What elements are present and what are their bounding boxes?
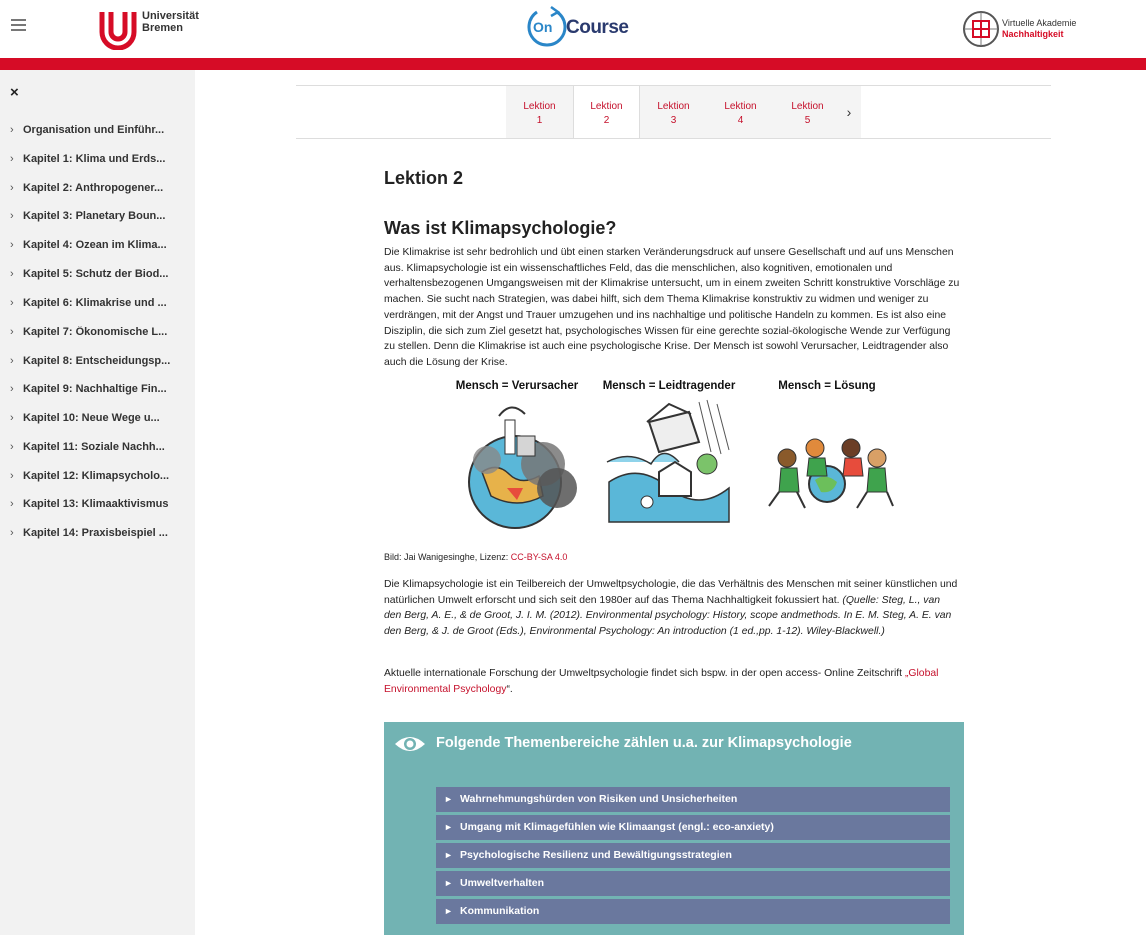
chevron-right-icon: › <box>10 326 14 338</box>
tab-number: 5 <box>804 115 811 126</box>
virtuelle-akademie-logo[interactable] <box>962 4 1092 54</box>
chevron-right-icon: › <box>10 239 14 251</box>
tab-label: Lektion <box>657 101 690 112</box>
figure-caption-cause: Mensch = Verursacher <box>455 380 579 392</box>
sidebar-chapter-label: Kapitel 13: Klimaaktivismus <box>23 498 169 510</box>
people-carrying-earth-illustration <box>757 392 897 532</box>
chevron-right-icon: › <box>10 210 14 222</box>
sidebar-chapter-item[interactable] <box>10 239 190 259</box>
eye-icon <box>394 734 426 754</box>
topics-box-title: Folgende Themenbereiche zählen u.a. zur Klimapsychologie <box>436 735 852 751</box>
lesson-title: Lektion 2 <box>384 168 464 188</box>
uni-bremen-emblem-icon <box>98 8 138 50</box>
topic-label: Umweltverhalten <box>460 877 545 889</box>
intro-paragraph: Die Klimakrise ist sehr bedrohlich und übt einen starken Veränderungsdruck auf unsere Gesellschaft und auf uns Menschen aus. Klimapsychologie ist ein wissenschaftliches Feld, das die menschlichen, also kognitiven, emotionalen und verhaltensbezogenen Umgangsweisen mit der Klimakrise untersucht, um in einem zweiten Schritt konstruktive Vorschläge zu machen. Sie sucht nach Strategien, was dabei hilft, sich dem Thema Klimakrise konstruktiv zu widmen und weniger zu verdrängen, mit der Angst und Trauer umzugehen und ins nachhaltige und politische Handeln zu kommen. Es ist also eine Disziplin, die sich zum Ziel gesetzt hat, psychologisches Wissen für eine gerechte sozial-ökologische Wende zur Verfügung zu stellen. Denn die Klimakrise ist auch eine psychologische Krise. Der Mensch ist sowohl Verursacher, Leidtragender also auch die Lösung der Krise. <box>384 247 960 368</box>
figure-caption-victim: Mensch = Leidtragender <box>602 380 736 392</box>
triangle-right-icon: ► <box>444 794 453 804</box>
close-sidebar-button[interactable]: × <box>10 84 19 101</box>
sidebar-chapter-item[interactable] <box>10 182 190 202</box>
course-sidebar <box>0 70 195 935</box>
sidebar-chapter-label: Kapitel 8: Entscheidungsp... <box>23 355 171 367</box>
sidebar-chapter-item[interactable] <box>10 355 190 375</box>
sidebar-chapter-label: Kapitel 4: Ozean im Klima... <box>23 239 167 251</box>
flood-storm-illustration <box>599 392 739 532</box>
topic-accordion-item[interactable] <box>436 815 950 840</box>
sidebar-chapter-item[interactable] <box>10 297 190 317</box>
tab-lektion-4[interactable] <box>707 86 774 138</box>
figure-solution <box>757 380 897 537</box>
sidebar-chapter-label: Kapitel 5: Schutz der Biod... <box>23 268 169 280</box>
sidebar-chapter-item[interactable] <box>10 441 190 461</box>
uni-bremen-wordmark: Universität Bremen <box>142 10 199 34</box>
sidebar-chapter-item[interactable] <box>10 527 190 547</box>
triangle-right-icon: ► <box>444 850 453 860</box>
triangle-right-icon: ► <box>444 822 453 832</box>
chevron-right-icon: › <box>10 470 14 482</box>
topic-accordion-item[interactable] <box>436 899 950 924</box>
sidebar-chapter-item[interactable] <box>10 326 190 346</box>
tab-number: 3 <box>670 115 677 126</box>
sidebar-chapter-item[interactable] <box>10 153 190 173</box>
tab-lektion-3[interactable] <box>640 86 707 138</box>
sidebar-chapter-label: Kapitel 3: Planetary Boun... <box>23 210 166 222</box>
sidebar-chapter-label: Kapitel 11: Soziale Nachh... <box>23 441 165 453</box>
lesson-tabs <box>296 85 1051 139</box>
sidebar-chapter-label: Kapitel 2: Anthropogener... <box>23 182 164 194</box>
header-accent-bar <box>0 58 1146 70</box>
chevron-right-icon: › <box>10 412 14 424</box>
tab-lektion-1[interactable] <box>506 86 573 138</box>
chevron-right-icon: › <box>10 383 14 395</box>
topic-label: Umgang mit Klimagefühlen wie Klimaangst (engl.: eco-anxiety) <box>460 821 774 833</box>
sidebar-chapter-item[interactable] <box>10 268 190 288</box>
tab-number: 1 <box>536 115 543 126</box>
topics-box <box>384 722 964 935</box>
citation: (Quelle: Steg, L., van den Berg, A. E., & de Groot, J. I. M. (2012). Environmental psychology: History, scope andmethods. In E. M. Steg, A. E. van den Berg, & J. de Groot (Eds.), Environmental Psychology: An introduction (1 ed.,pp. 1-12). Wiley-Blackwell.) <box>384 594 952 638</box>
section-title: Was ist Klimapsychologie? <box>384 218 617 238</box>
chevron-right-icon: › <box>10 268 14 280</box>
sidebar-chapter-item[interactable] <box>10 383 190 403</box>
site-header <box>0 0 1146 58</box>
topic-label: Wahrnehmungshürden von Risiken und Unsicherheiten <box>460 793 738 805</box>
chevron-right-icon: › <box>10 355 14 367</box>
topic-accordion-item[interactable] <box>436 871 950 896</box>
sidebar-chapter-label: Kapitel 14: Praxisbeispiel ... <box>23 527 168 539</box>
svg-text:On: On <box>533 19 553 35</box>
sidebar-chapter-label: Kapitel 7: Ökonomische L... <box>23 326 168 338</box>
sidebar-chapter-item[interactable] <box>10 498 190 518</box>
va-globe-icon <box>962 4 1000 54</box>
tab-label: Lektion <box>791 101 824 112</box>
chevron-right-icon: › <box>10 182 14 194</box>
chevron-right-icon: › <box>10 124 14 136</box>
sidebar-chapter-item[interactable] <box>10 124 190 144</box>
tab-lektion-5[interactable] <box>774 86 841 138</box>
figure-victim <box>599 380 739 537</box>
triangle-right-icon: ► <box>444 906 453 916</box>
oncourse-emblem-icon <box>527 4 567 48</box>
tab-number: 2 <box>603 115 610 126</box>
sidebar-chapter-label: Kapitel 9: Nachhaltige Fin... <box>23 383 167 395</box>
triangle-right-icon: ► <box>444 878 453 888</box>
journal-link[interactable]: „Global Environmental Psychology <box>384 668 939 695</box>
tab-lektion-2[interactable] <box>573 86 640 138</box>
sidebar-chapter-item[interactable] <box>10 470 190 490</box>
tab-label: Lektion <box>724 101 757 112</box>
sidebar-chapter-item[interactable] <box>10 412 190 432</box>
umweltpsychologie-paragraph: Die Klimapsychologie ist ein Teilbereich der Umweltpsychologie, die das Verhältnis des Menschen mit seiner künstlichen und natürlichen Umwelt erforscht und sich seit den 1980er auf das Thema Nachhaltigkeit fokussiert hat. (Quelle: Steg, L., van den Berg, A. E., & de Groot, J. I. M. (2012). Environmental psychology: History, scope andmethods. In E. M. Steg, A. E. van den Berg, & J. de Groot (Eds.), Environmental Psychology: An introduction (1 ed.,pp. 1-12). Wiley-Blackwell.) <box>384 579 958 638</box>
polluted-earth-illustration <box>447 392 587 532</box>
sidebar-chapter-label: Kapitel 10: Neue Wege u... <box>23 412 160 424</box>
topic-label: Psychologische Resilienz und Bewältigungsstrategien <box>460 849 732 861</box>
uni-bremen-logo[interactable] <box>98 8 208 50</box>
chevron-right-icon: › <box>10 498 14 510</box>
research-paragraph: Aktuelle internationale Forschung der Umweltpsychologie findet sich bspw. in der open access- Online Zeitschrift „Global Environmental Psychology“. <box>384 668 939 695</box>
tabs-next-button[interactable]: › <box>837 86 861 138</box>
va-wordmark: Virtuelle Akademie Nachhaltigkeit <box>1002 18 1077 39</box>
tab-label: Lektion <box>523 101 556 112</box>
oncourse-wordmark: Course <box>566 17 629 38</box>
sidebar-chapter-label: Organisation und Einführ... <box>23 124 165 136</box>
chevron-right-icon: › <box>10 297 14 309</box>
chevron-right-icon: › <box>10 153 14 165</box>
tab-number: 4 <box>737 115 744 126</box>
topic-accordion-item[interactable] <box>436 843 950 868</box>
sidebar-chapter-label: Kapitel 6: Klimakrise und ... <box>23 297 167 309</box>
topic-label: Kommunikation <box>460 905 540 917</box>
topic-accordion-item[interactable] <box>436 787 950 812</box>
sidebar-chapter-item[interactable] <box>10 210 190 230</box>
figure-caption-solution: Mensch = Lösung <box>778 380 876 392</box>
oncourse-logo[interactable] <box>527 4 627 50</box>
image-credit: Bild: Jai Wanigesinghe, Lizenz: CC-BY-SA 4.0 <box>384 552 568 562</box>
license-link[interactable]: CC-BY-SA 4.0 <box>510 552 568 562</box>
figure-cause <box>447 380 587 537</box>
tab-label: Lektion <box>590 101 623 112</box>
sidebar-chapter-label: Kapitel 12: Klimapsycholo... <box>23 470 170 482</box>
klimapsychologie-illustration <box>455 380 905 545</box>
chevron-right-icon: › <box>10 527 14 539</box>
chevron-right-icon: › <box>10 441 14 453</box>
sidebar-chapter-label: Kapitel 1: Klima und Erds... <box>23 153 166 165</box>
hamburger-menu-icon[interactable] <box>11 19 26 33</box>
